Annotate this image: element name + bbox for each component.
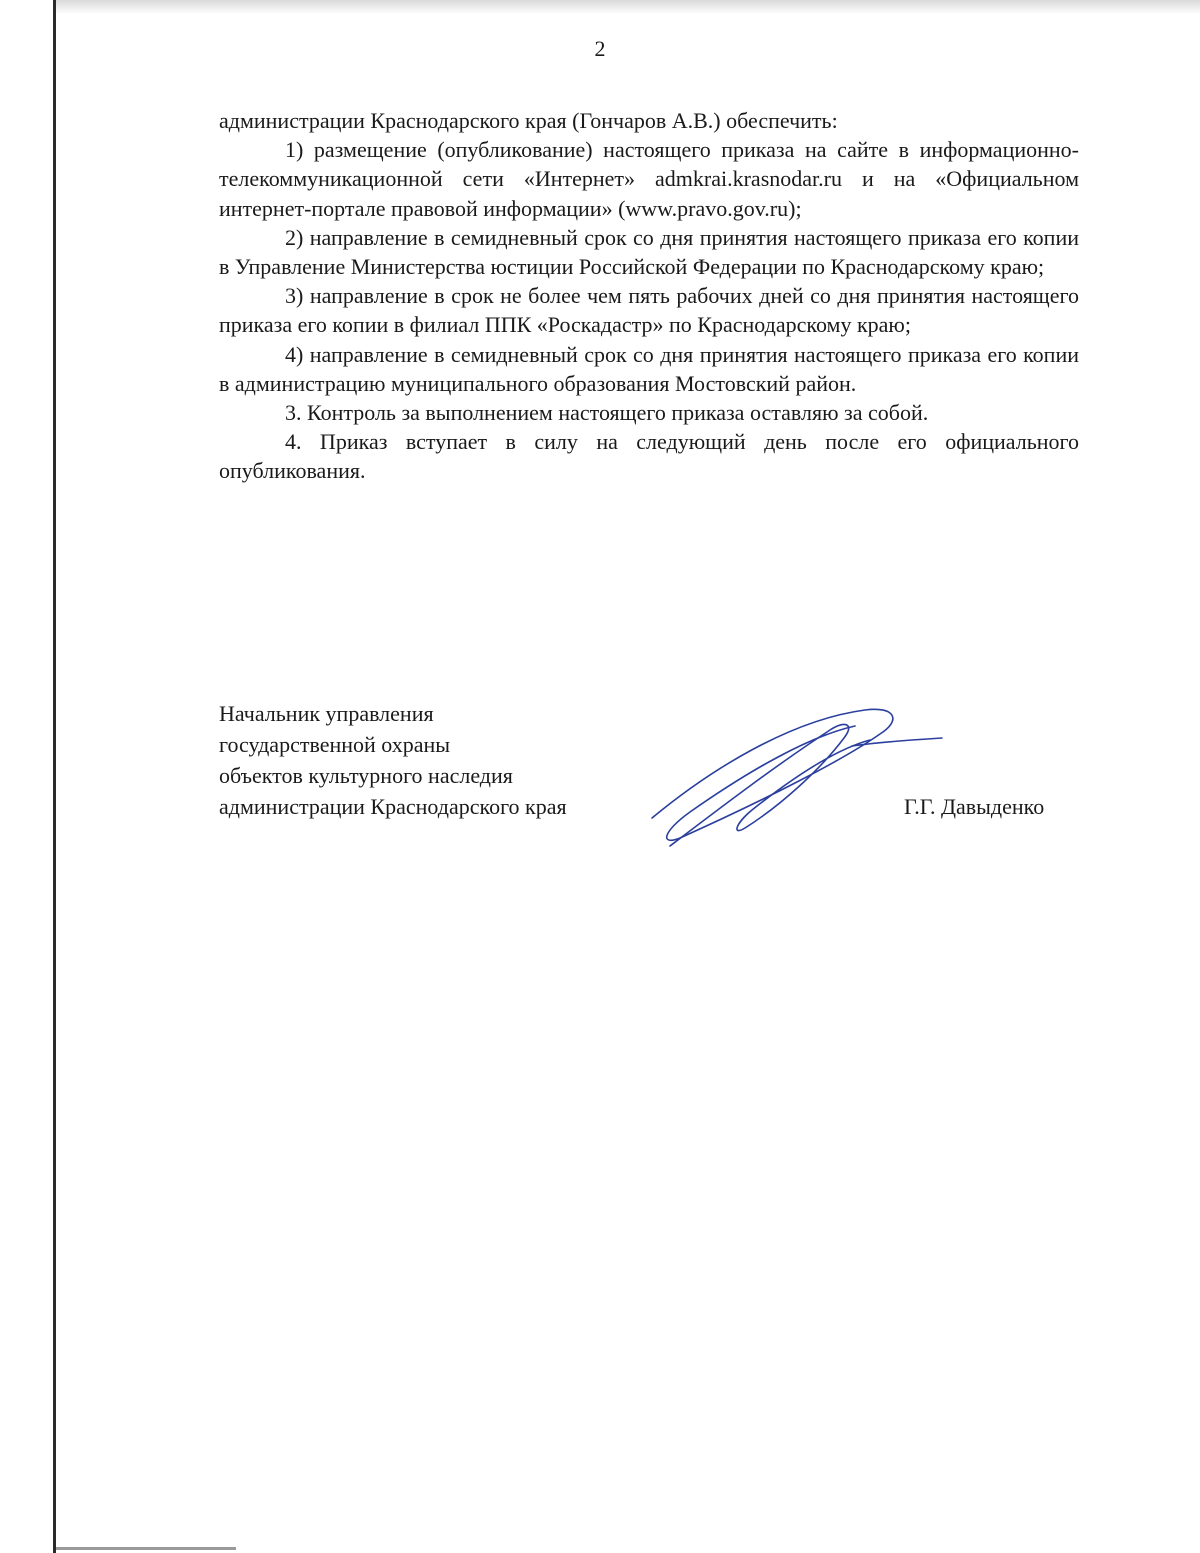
paragraph-item-4: 4) направление в семидневный срок со дня принятия настоящего приказа его копии в администрацию муниципального образования Мостовский район.: [219, 341, 1079, 396]
page-number: 2: [594, 36, 606, 61]
signatory-title-line: государственной охраны: [219, 732, 451, 757]
scan-left-edge: [53, 0, 56, 1553]
signatory-title-line: Начальник управления: [219, 701, 434, 726]
paragraph-intro: администрации Краснодарского края (Гончаров А.В.) обеспечить:: [219, 108, 838, 133]
paragraph-item-2: 2) направление в семидневный срок со дня принятия настоящего приказа его копии в Управление Министерства юстиции Российской Федерации по Краснодарскому краю;: [219, 224, 1079, 280]
paragraph-item-1: 1) размещение (опубликование) настоящего приказа на сайте в информационно-телекоммуникационной сети «Интернет» admkrai.krasnodar.ru и на «Официальном интернет-портале правовой информации» (www.pravo.gov.ru);: [219, 137, 1079, 221]
signatory-title-line: администрации Краснодарского края: [219, 794, 567, 819]
scan-bottom-mark: [56, 1547, 236, 1550]
handwritten-signature: [640, 700, 950, 850]
signatory-name: Г.Г. Давыденко: [904, 794, 1045, 819]
document-body: [219, 106, 1079, 486]
scan-top-shade: [56, 0, 1200, 14]
signature-strokes: [652, 709, 942, 846]
signatory-title: [219, 698, 567, 822]
signatory-title-line: объектов культурного наследия: [219, 763, 513, 788]
paragraph-clause-4: 4. Приказ вступает в силу на следующий день после его официального опубликования.: [219, 429, 1079, 484]
paragraph-clause-3: 3. Контроль за выполнением настоящего приказа оставляю за собой.: [285, 400, 929, 426]
paragraph-item-3: 3) направление в срок не более чем пять рабочих дней со дня принятия настоящего приказа его копии в филиал ППК «Роскадастр» по Краснодарскому краю;: [219, 283, 1079, 338]
